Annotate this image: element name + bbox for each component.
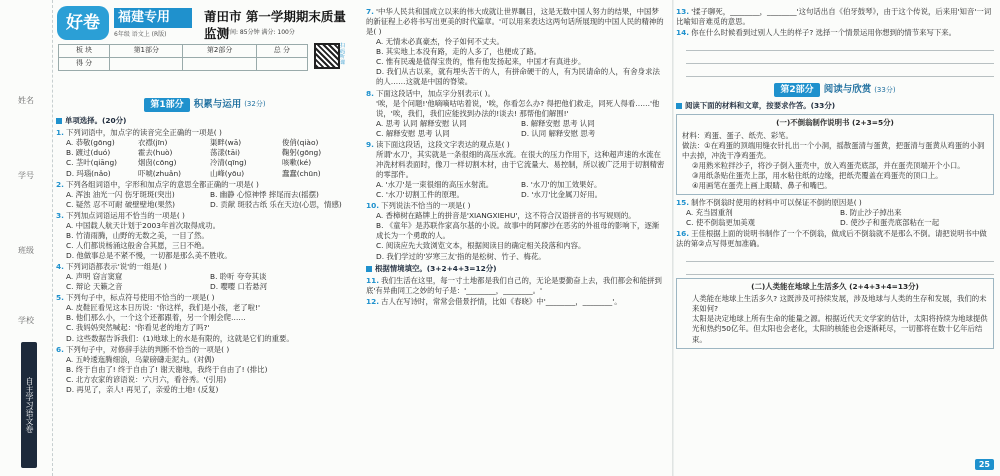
score-table	[58, 44, 308, 71]
options: A. 恭敬(gōng) 衣襟(jīn) 渠畔(wā) 俊俏(qiào) B. 踱过(duó) 霍去(huò) 荡漾(tāi) 鞠躬(gōng) C. 茎叶(qiāng) 烟囱(cōng) 冷清(qīng) 咳嗽(ké) D. 玛瑙(nǎo) 吓唬(zhuǎn) 山峰(yōu) 蠢蠢(chūn)	[66, 138, 322, 178]
passage: '唉，是个问题!'他嘀嘀咕咕着说，'唉，你看怎么办? 得把他们救走，同死人得看……'他说，'唉，我们，我们应能找到办法的!谈去! 那帮他们解围!'	[376, 98, 660, 118]
brand-logo: 好卷	[57, 6, 109, 40]
answer-line[interactable]	[686, 251, 994, 262]
question-1: 1. 下列词语中，加点字的读音完全正确的一项是( ) A. 恭敬(gōng) 衣襟(jīn) 渠畔(wā) 俊俏(qiào) B. 踱过(duó) 霍去(huò) 荡漾(tāi) 鞠躬(gōng) C. 茎叶(qiāng) 烟囱(cōng) 冷清(qīng) 咳嗽(ké) D. 玛瑙(nǎo) 吓唬(zhuǎn) 山峰(yōu) 蠢蠢(chūn)	[56, 128, 354, 178]
question-11: 11. 我们生活在这里，每一寸土地都是我们自己的，无论是要勤奋上去，我们都会和能拼到底'有异曲同工之妙的句子是：'________，________。'	[366, 275, 662, 295]
score-head: 第2部分	[183, 45, 256, 58]
question-12: 12. 古人在写诗时，常常会借景抒情，比如《春晓》中'________，________'。	[366, 296, 622, 306]
column-middle	[366, 6, 666, 308]
options: A. 皮鞋匠看见这本日历说：'你这样，我们是小孩，老了啦!' B. 他们那么小，一个这个还都跟着，另一个刚会爬…… C. 我妈妈突然喊起：'你看见老的地方了吗?' D. 这些数据告诉我们：(1)地球上的水是有限的，这就是它们的重要。	[66, 303, 294, 343]
side-tab: 自主学习语文卷	[21, 342, 37, 468]
part2-points: (33分)	[874, 85, 896, 94]
qr-code[interactable]	[314, 43, 340, 69]
article-title: (一)不倒翁制作说明书 (2+3=5分)	[776, 118, 894, 128]
question-3: 3. 下列加点词语运用不恰当的一项是( ) A. 中国载人航天计划于2003年首次取得成功。 B. 竹清雨腾，山野的无数之美，一目了然。 C. 人们都说杨涌这般舍合其愿，三日不绝。 D. 他做事总是不紧不慢，一切都是那么美不胜收。	[56, 211, 354, 261]
part1-points: (32分)	[244, 100, 266, 109]
answer-line[interactable]	[686, 53, 994, 64]
exam-title: 莆田市 第一学期期末质量监测	[204, 9, 346, 41]
part1-badge: 第1部分	[144, 98, 189, 112]
part2-heading	[676, 83, 994, 97]
step: ④用画笔在蛋壳上画上眼睛、鼻子和嘴巴。	[692, 180, 832, 190]
score-head: 板 块	[59, 45, 110, 58]
question-2: 2. 下列各组词语中，字形和加点字的意思全都正确的一项是( ) A. 浑浊 油光一闪 伤牙斑斑(突出) B. 幽静 心惊神悸 摔尾而去(摇摆) C. 疑然 忍不可耐 破壁壁地(果然) D. 贡献 斑驳古纸 乐在天边(心思，情感)	[56, 180, 354, 210]
question-8: 8. 下面这段话中，加点字分别表示( )。 '唉，是个问题!'他嘀嘀咕咕着说，'唉，你看怎么办? 得把他们救走，同死人得看……'他说，'唉，我们，我们应能找到办法的!谈去! 那帮他们解围!' A. 思考 认同 解释安慰 认同 B. 解释安慰 思考 认同 C. 解释安慰 思考 认同 D. 认同 解释安慰 思考	[366, 89, 666, 139]
score-cell[interactable]	[183, 58, 256, 71]
question-14: 14. 你在什么时候看到过别人人生的样子? 选择一个情景运用你想到的情节来写下来。	[676, 28, 994, 77]
question-9: 9. 读下面这段话，这段文字表达的观点是( ) 所谓'水刀'，其实就是一条很细的高压水流。在很大的压力作用下，这种超声速的水流在冲洗材料表面时，像刀一样切割木材，由于它流量大、易控制，所以被广泛用于切割精密的零部件。 A. '水刀'是一束很细的高压水射流。 B. '水刀'的加工效果好。 C. '水刀'切割工件的原理。 D. '水刀'比金属刀好用。	[366, 139, 665, 200]
answer-line[interactable]	[686, 66, 994, 77]
region-label: 福建专用	[114, 8, 192, 28]
square-icon	[676, 103, 682, 109]
answer-line[interactable]	[686, 40, 994, 51]
passage: 所谓'水刀'，其实就是一条很细的高压水流。在很大的压力作用下，这种超声速的水流在冲洗材料表面时，像刀一样切割木材，由于它流量大、易控制，所以被广泛用于切割精密的零部件。	[376, 149, 665, 179]
score-head: 第1部分	[110, 45, 183, 58]
page-number: 25	[975, 459, 994, 470]
exam-meta: 时间: 85分钟 满分: 100分	[224, 29, 295, 36]
question-5: 5. 下列句子中，标点符号使用不恰当的一项是( ) A. 皮鞋匠看见这本日历说：'你这样，我们是小孩，老了啦!' B. 他们那么小，一个这个还都跟着，另一个刚会爬…… C. 我妈妈突然喊起：'你看见老的地方了吗?' D. 这些数据告诉我们：(1)地球上的水是有限的，这就是它们的重要。	[56, 293, 354, 343]
column-right	[676, 6, 994, 352]
score-label: 得 分	[59, 58, 110, 71]
reading-box-1	[676, 114, 994, 194]
page-fold	[672, 0, 674, 476]
qr-caption: 扫码听课	[340, 43, 346, 66]
article-title: (二)人类能在地球上生活多久 (2+4+3+4=13分)	[751, 282, 919, 292]
options: A. 声明 窃言窦窟 B. 聆听 夸夸其谈 C. 辩论 天籁之音 D. 嘤嘤 口若悬河	[66, 272, 268, 292]
part1-heading	[56, 98, 354, 112]
options: A. 中国载人航天计划于2003年首次取得成功。 B. 竹清雨腾，山野的无数之美，一目了然。 C. 人们都说杨涌这般舍合其愿，三日不绝。 D. 他做事总是不紧不慢，一切都是那么美不胜收。	[66, 220, 232, 261]
question-4: 4. 下列词语都表示'说'的一组是( ) A. 声明 窃言窦窟 B. 聆听 夸夸其谈 C. 辩论 天籁之音 D. 嘤嘤 口若悬河	[56, 262, 354, 292]
paragraph: 太阳是决定地球上所有生命的能量之源。根据近代天文学家的估计，太阳将持续为地球提供光和热约50亿年。但太阳也会老化，太阳的核能也会逐渐耗尽，一切都将在数十亿年后结束。	[692, 314, 988, 344]
score-cell[interactable]	[110, 58, 183, 71]
options: A. 香樟树在路牌上的拼音是'XIANGXIEHU'，这不符合汉语拼音的书写规则的。 B. 《童年》是苏联作家高尔基的小说。故事中的阿廖沙在恶劣的外祖母的影响下，逐渐成长为一个勇敢的人。 C. 阅读应先大致浏览文本，根据阅读目的确定相关段落和内容。 D. 我们学过的'岁寒三友'指的是松树、竹子、梅花。	[376, 211, 660, 261]
question-16: 16. 王佳根据上面的说明书制作了一个不倒翁，做成后不倒翁就不是那么不倒。请把说明书中做法的第②点写得更加准确。	[676, 229, 994, 275]
question-10: 10. 下列说法不恰当的一项是( ) A. 香樟树在路牌上的拼音是'XIANGXIEHU'，这不符合汉语拼音的书写规则的。 B. 《童年》是苏联作家高尔基的小说。故事中的阿廖沙在恶劣的外祖母的影响下，逐渐成长为一个勇敢的人。 C. 阅读应先大致浏览文本，根据阅读目的确定相关段落和内容。 D. 我们学过的'岁寒三友'指的是松树、竹子、梅花。	[366, 201, 666, 261]
options: A. 充当固重剂 B. 防止沙子掉出来 C. 使不倒翁更加美观 D. 使沙子和蛋壳底部粘在一起	[686, 207, 940, 228]
part2-title: 阅读与欣赏	[823, 83, 872, 95]
grade-label: 6年级 语文上 (R版)	[114, 31, 167, 38]
margin-label-school: 学校	[18, 316, 34, 325]
step: ③用纸条贴住蛋壳上部，用水粘住纸的边缘，把纸壳覆盖在鸡蛋壳的顶口上。	[692, 170, 943, 180]
section-heading: 阅读下面的材料和文章，按要求作答。(33分)	[676, 101, 994, 111]
options: A. 无情未必真豪杰，怜子如何不丈夫。 B. 其实地上本没有路，走的人多了，也便成了路。 C. 惟有民魂是值得宝贵的，惟有他发扬起来，中国才有真进步。 D. 我们从古以来，就有埋头苦干的人，有拼命硬干的人，有为民请命的人，有舍身求法的人……这就是中国的脊梁。	[376, 37, 660, 87]
section-heading: 根据情境填空。(3+2+4+3=12分)	[366, 264, 666, 274]
score-head: 总 分	[256, 45, 307, 58]
column-left	[56, 0, 354, 396]
score-cell[interactable]	[256, 58, 307, 71]
margin-label-name: 姓名	[18, 96, 34, 105]
binding-margin	[0, 0, 53, 476]
question-7: 7. '中华人民共和国成立以来的伟大成就让世界瞩目，这是无数中国人努力的结果，中国梦的新征程上必将书写出更美的时代篇章。'可以用来表达这两句话所展现的中国人民的精神的是( ) A. 无情未必真豪杰，怜子如何不丈夫。 B. 其实地上本没有路，走的人多了，也便成了路。 C. 惟有民魂是值得宝贵的，惟有他发扬起来，中国才有真进步。 D. 我们从古以来，就有埋头苦干的人，有拼命硬干的人，有为民请命的人，有舍身求法的人……这就是中国的脊梁。	[366, 7, 666, 88]
question-6: 6. 下列句子中，对修辞手法的判断不恰当的一项是( ) A. 五岭逶迤腾细浪，乌蒙磅礴走泥丸。(对偶) B. 终于自由了! 终于自由了! 谢天谢地，我终于自由了! (排比) C. 北方农家的谚语说：'六月六，看谷秀。'(引用) D. 再见了，亲人! 再见了，亲爱的土地! (反复)	[56, 345, 354, 395]
materials: 材料：鸡蛋、蛋子、纸壳、彩笔。	[682, 130, 793, 140]
options: A. 五岭逶迤腾细浪，乌蒙磅礴走泥丸。(对偶) B. 终于自由了! 终于自由了! 谢天谢地，我终于自由了! (排比) C. 北方农家的谚语说：'六月六，看谷秀。'(引用) D. 再见了，亲人! 再见了，亲爱的土地! (反复)	[66, 354, 268, 394]
question-15: 15. 制作不倒翁时使用的材料中可以保证不倒的原因是( ) A. 充当固重剂 B. 防止沙子掉出来 C. 使不倒翁更加美观 D. 使沙子和蛋壳底部粘在一起	[676, 198, 994, 228]
options: A. 思考 认同 解释安慰 认同 B. 解释安慰 思考 认同 C. 解释安慰 思考 认同 D. 认同 解释安慰 思考	[376, 118, 596, 138]
part1-title: 积累与运用	[193, 98, 242, 110]
step: ②用熟米粒拌沙子，将沙子倒入蛋壳中，放入鸡蛋壳底部，并在蛋壳顶端开个小口。	[692, 160, 965, 170]
exam-header	[56, 0, 354, 92]
part2-badge: 第2部分	[774, 83, 819, 97]
reading-box-2	[676, 278, 994, 348]
question-13: 13. '揉子聊死，________，________'这句话出自《伯牙鼓琴》，由于这个传说，后来用'知音'一词比喻知音难觅的意思。	[676, 7, 992, 27]
square-icon	[366, 266, 372, 272]
paragraph: 人类能在地球上生活多久? 这既涉及可持续发展，涉及地球与人类的生存和发展，我们的未来如何?	[692, 294, 987, 314]
options: A. 浑浊 油光一闪 伤牙斑斑(突出) B. 幽静 心惊神悸 摔尾而去(摇摆) C. 疑然 忍不可耐 破壁壁地(果然) D. 贡献 斑驳古纸 乐在天边(心思，情感)	[66, 189, 342, 209]
margin-label-class: 班级	[18, 246, 34, 255]
options: A. '水刀'是一束很细的高压水射流。 B. '水刀'的加工效果好。 C. '水刀'切割工件的原理。 D. '水刀'比金属刀好用。	[376, 180, 602, 200]
square-icon	[56, 118, 62, 124]
section-heading: 单项选择。(20分)	[56, 116, 354, 126]
step: 做法：①在鸡蛋的顶端用缝衣针扎出一个小洞，摇散蛋清与蛋黄，把蛋清与蛋黄从鸡蛋的小洞中去掉，冲洗干净鸡蛋壳。	[682, 140, 985, 160]
margin-label-number: 学号	[18, 171, 34, 180]
answer-line[interactable]	[686, 264, 994, 275]
